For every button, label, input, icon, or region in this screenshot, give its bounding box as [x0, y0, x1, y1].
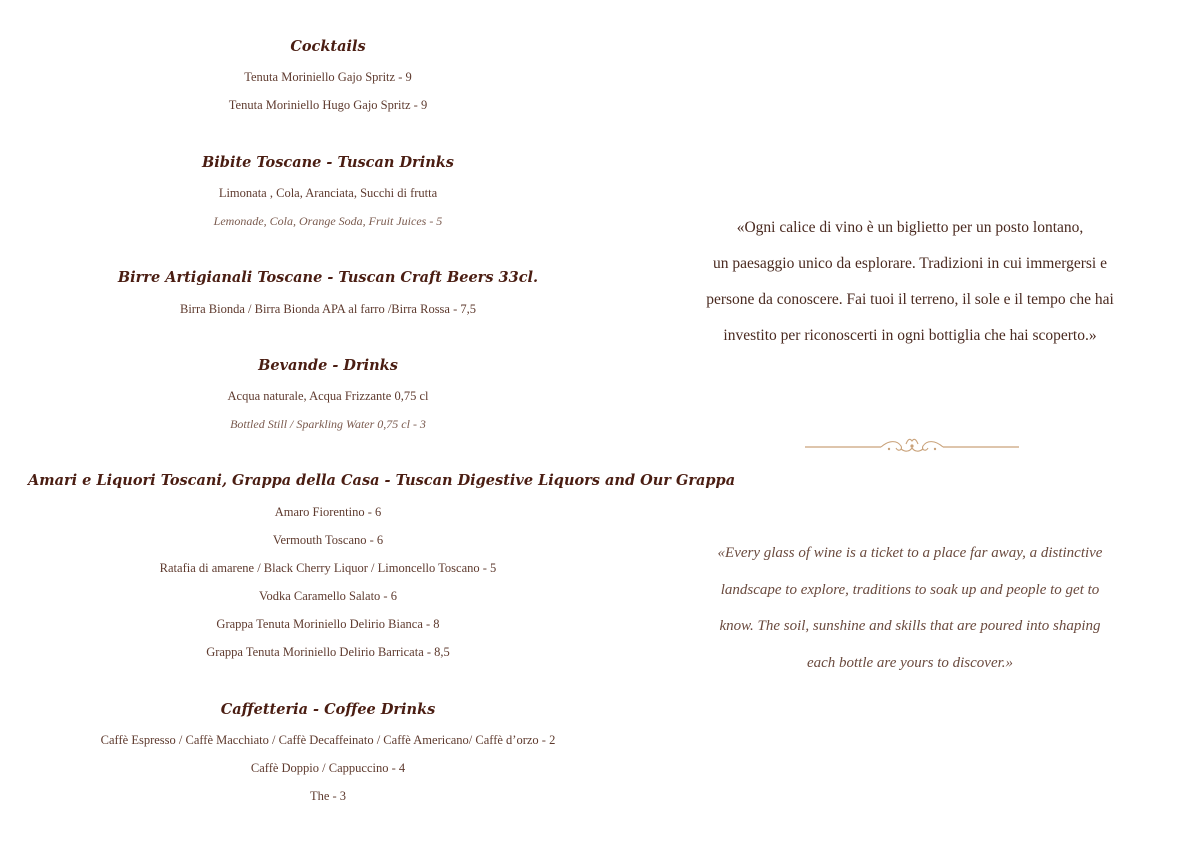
menu-item: Grappa Tenuta Moriniello Delirio Bianca - 8 [216, 617, 440, 631]
menu-item: Vodka Caramello Salato - 6 [259, 589, 397, 603]
menu-item: The - 3 [309, 789, 347, 803]
menu-item: Vermouth Toscano - 6 [272, 533, 384, 547]
menu-item: Limonata , Cola, Aranciata, Succhi di frutta [218, 186, 438, 200]
menu-item: Tenuta Moriniello Hugo Gajo Spritz - 9 [228, 98, 428, 112]
menu-item: Amaro Fiorentino - 6 [274, 505, 382, 519]
menu-item: Ratafia di amarene / Black Cherry Liquor / Limoncello Toscano - 5 [159, 561, 497, 575]
quote-english [660, 535, 1160, 681]
section-title-tuscan-drinks: Bibite Toscane - Tuscan Drinks [202, 154, 454, 171]
quote-english-line: landscape to explore, traditions to soak up and people to get to [720, 581, 1100, 598]
quote-italian [660, 210, 1160, 354]
section-title-craft-beers: Birre Artigianali Toscane - Tuscan Craft Beers 33cl. [117, 269, 539, 286]
menu-item: Birra Bionda / Birra Bionda APA al farro /Birra Rossa - 7,5 [179, 302, 477, 316]
section-title-cocktails: Cocktails [290, 38, 366, 55]
quote-italian-line: «Ogni calice di vino è un biglietto per un posto lontano, [736, 219, 1084, 236]
menu-item: Tenuta Moriniello Gajo Spritz - 9 [244, 70, 412, 84]
menu-item: Caffè Doppio / Cappuccino - 4 [250, 761, 406, 775]
menu-item: Caffè Espresso / Caffè Macchiato / Caffè Decaffeinato / Caffè Americano/ Caffè d’orzo - 2 [100, 733, 556, 747]
menu-item-english: Lemonade, Cola, Orange Soda, Fruit Juices - 5 [213, 214, 443, 228]
menu-item: Acqua naturale, Acqua Frizzante 0,75 cl [227, 389, 429, 403]
quote-english-line: each bottle are yours to discover.» [806, 654, 1014, 671]
quote-italian-line: un paesaggio unico da esplorare. Tradizioni in cui immergersi e [712, 255, 1107, 272]
quote-italian-line: persone da conoscere. Fai tuoi il terreno, il sole e il tempo che hai [706, 291, 1114, 308]
section-title-drinks: Bevande - Drinks [258, 357, 398, 374]
quote-english-line: «Every glass of wine is a ticket to a place far away, a distinctive [717, 545, 1103, 561]
menu-item-english: Bottled Still / Sparkling Water 0,75 cl - 3 [230, 417, 426, 431]
section-title-digestive-liquors: Amari e Liquori Toscani, Grappa della Casa - Tuscan Digestive Liquors and Our Grappa [28, 472, 736, 489]
quote-english-line: know. The soil, sunshine and skills that are poured into shaping [719, 618, 1101, 634]
ornamental-divider-icon [805, 436, 1019, 458]
menu-item: Grappa Tenuta Moriniello Delirio Barricata - 8,5 [206, 645, 450, 659]
quote-italian-line: investito per riconoscerti in ogni bottiglia che hai scoperto.» [723, 327, 1097, 344]
section-title-coffee-drinks: Caffetteria - Coffee Drinks [220, 701, 436, 718]
